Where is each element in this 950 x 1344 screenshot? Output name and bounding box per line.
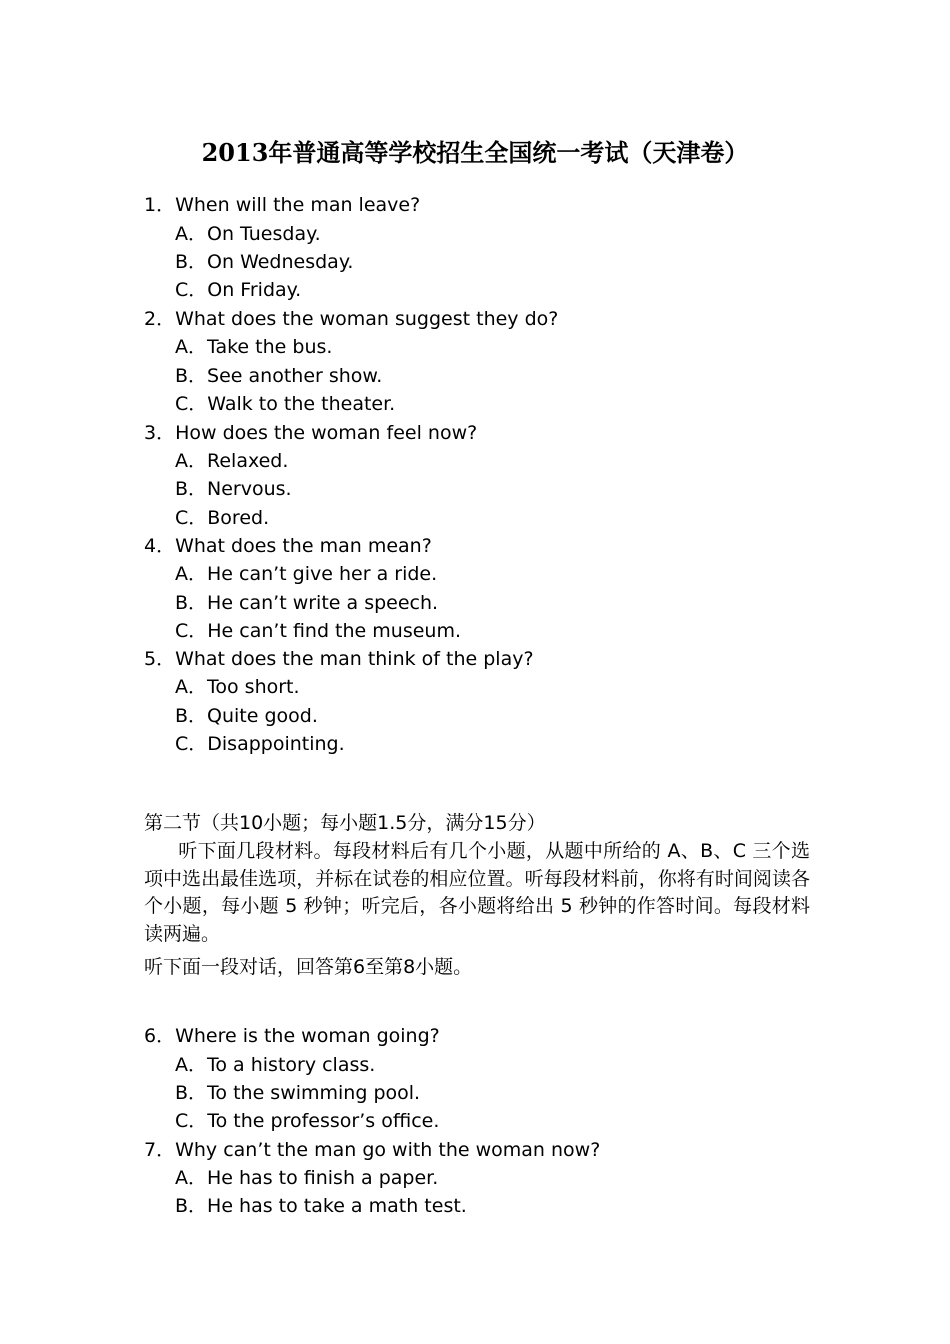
answer-option: C．Bored. bbox=[175, 507, 270, 529]
section-2-instructions bbox=[144, 838, 810, 948]
question-stem: 6．Where is the woman going? bbox=[144, 1025, 440, 1047]
answer-option: B．Nervous. bbox=[175, 478, 292, 500]
answer-option: A．To a history class. bbox=[175, 1054, 376, 1076]
answer-option: A．He has to finish a paper. bbox=[175, 1167, 439, 1189]
answer-option: C．On Friday. bbox=[175, 279, 302, 301]
answer-option: A．He can’t give her a ride. bbox=[175, 563, 438, 585]
question-stem: 5．What does the man think of the play? bbox=[144, 648, 534, 670]
answer-option: A．Take the bus. bbox=[175, 336, 333, 358]
instructions-text: 听下面几段材料。每段材料后有几个小题，从题中所给的 A、B、C 三个选项中选出最佳选项，并标在试卷的相应位置。听每段材料前，你将有时间阅读各个小题，每小题 5 秒钟；听完后，各小题将给出 5 秒钟的作答时间。每段材料读两遍。 bbox=[144, 840, 810, 945]
answer-option: A．Relaxed. bbox=[175, 450, 289, 472]
section-2-heading: 第二节（共10小题；每小题1.5分，满分15分） bbox=[144, 812, 546, 834]
answer-option: A．On Tuesday. bbox=[175, 223, 321, 245]
question-stem: 2．What does the woman suggest they do? bbox=[144, 308, 559, 330]
answer-option: B．He can’t write a speech. bbox=[175, 592, 439, 614]
exam-title: 2013年普通高等学校招生全国统一考试（天津卷） bbox=[201, 138, 749, 167]
question-stem: 4．What does the man mean? bbox=[144, 535, 432, 557]
answer-option: B．To the swimming pool. bbox=[175, 1082, 421, 1104]
answer-option: B．Quite good. bbox=[175, 705, 318, 727]
answer-option: A．Too short. bbox=[175, 676, 300, 698]
question-stem: 7．Why can’t the man go with the woman now? bbox=[144, 1139, 601, 1161]
answer-option: B．See another show. bbox=[175, 365, 383, 387]
answer-option: C．Walk to the theater. bbox=[175, 393, 396, 415]
answer-option: B．On Wednesday. bbox=[175, 251, 354, 273]
answer-option: C．He can’t find the museum. bbox=[175, 620, 462, 642]
dialogue-note: 听下面一段对话，回答第6至第8小题。 bbox=[144, 956, 473, 978]
question-stem: 1．When will the man leave? bbox=[144, 194, 421, 216]
answer-option: C．To the professor’s office. bbox=[175, 1110, 440, 1132]
answer-option: C．Disappointing. bbox=[175, 733, 345, 755]
answer-option: B．He has to take a math test. bbox=[175, 1195, 467, 1217]
question-stem: 3．How does the woman feel now? bbox=[144, 422, 478, 444]
